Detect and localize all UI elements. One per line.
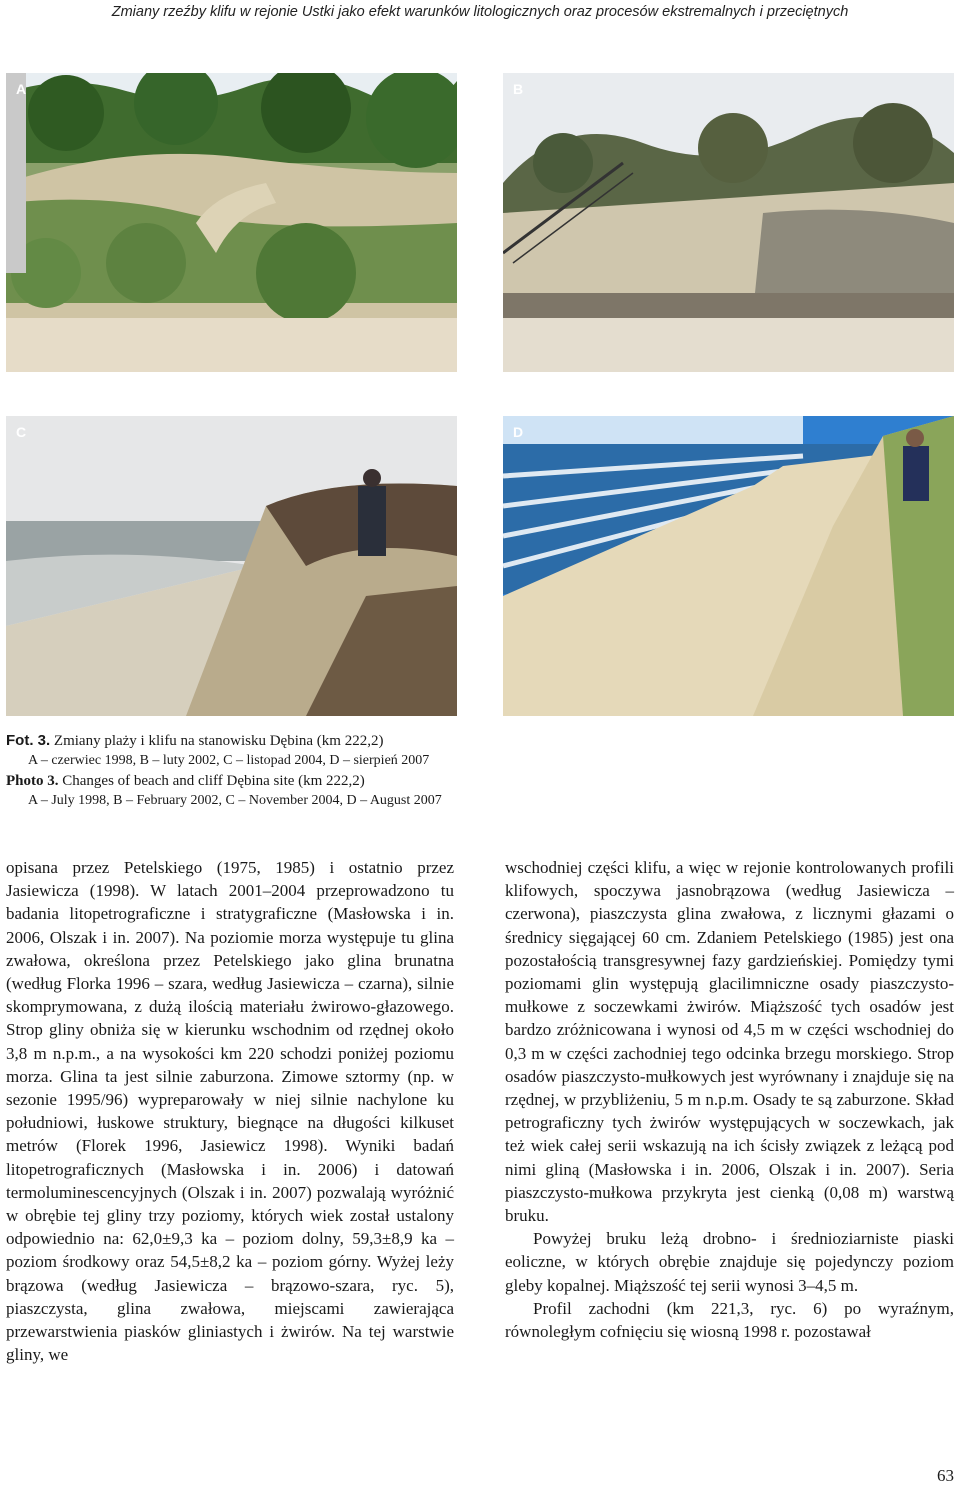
photo-b bbox=[503, 73, 954, 372]
paragraph: opisana przez Petelskiego (1975, 1985) i ostatnio przez Jasiewicza (1998). W latach 2001–2004 przeprowadzono tu badania litopetrograficzne i stratygraficzne (Masłowska i in. 2006, Olszak i in. 2007). Na poziomie morza występuje tu glina zwałowa, określona przez Petelskiego jako glina brunatna (według Florka 1996 – szara, według Jasiewicza – czarna), silnie skomprymowana, z dużą ilością materiału żwirowo-głazowego. Strop gliny obniża się w kierunku wschodnim od rzędnej około 3,8 m n.p.m., a na wysokości km 220 schodzi poniżej poziomu morza. Glina ta jest silnie zaburzona. Zimowe sztormy (np. w sezonie 1995/96) wypreparowały w niej silnie nachylone ku południowi, łuskowe struktury, biegnące na długości kilkuset metrów (Florek 1996, Jasiewicz 1998). Wyniki badań litopetrograficznych (Masłowska i in. 2006) i datowań termoluminescencyjnych (Olszak i in. 2007) pozwalają wyróżnić w obrębie tej gliny trzy poziomy, których wiek został ustalony odpowiednio na: 62,0±9,3 ka – poziom dolny, 59,3±8,9 ka – poziom środkowy oraz 54,5±8,2 ka – poziom górny. Wyżej leży brązowa (według Jasiewicza – brązowo-szara, ryc. 5), piaszczysta, glina zwałowa, miejscami zawierająca przewarstwienia piasków gliniastych i żwirów. Na tej warstwie gliny, we bbox=[6, 858, 454, 1365]
caption-pl-dates: A – czerwiec 1998, B – luty 2002, C – listopad 2004, D – sierpień 2007 bbox=[28, 753, 430, 768]
caption-pl-line bbox=[6, 731, 706, 751]
caption-en-line bbox=[6, 771, 706, 791]
paragraph: wschodniej części klifu, a więc w rejonie kontrolowanych profili klifowych, spoczywa jasnobrązowa (według Jasiewicza – czerwona), piaszczysta glina zwałowa, z licznymi głazami o średnicy sięgającej 60 cm. Zdaniem Petelskiego (1985) jest ona pozostałością transgresywnej fazy gardzieńskiej. Pomiędzy tymi poziomami glin występują glacilimniczne osady piaszczysto-mułkowe z soczewkami żwirów. Miąższość tych osadów jest bardzo zróżnicowana i wynosi od 4,5 m w części wschodniej do 0,3 m w części zachodniej tego odcinka brzegu morskiego. Strop osadów piaszczysto-mułkowych jest wyrównany i znajduje się na rzędnej, w przybliżeniu, 5 m n.p.m. Osady te są zaburzone. Skład petrograficzny tych żwirów występujących w soczewkach, jak też wiek całej serii wskazują na ich ścisły związek z leżącą pod nimi gliną (Masłowska i in. 2006, Olszak i in. 2007). Seria piaszczysto-mułkowa przykryta jest cienką (0,08 m) warstwą bruku. bbox=[505, 858, 954, 1226]
photo-c bbox=[6, 416, 457, 716]
photo-d bbox=[503, 416, 954, 716]
caption-pl-text: Zmiany plaży i klifu na stanowisku Dębina (km 222,2) bbox=[50, 733, 384, 749]
text-column-right bbox=[505, 856, 954, 1343]
caption-en-dates: A – July 1998, B – February 2002, C – November 2004, D – August 2007 bbox=[28, 793, 442, 808]
caption-pl-title: Fot. 3. bbox=[6, 732, 51, 749]
caption-en-text: Changes of beach and cliff Dębina site (km 222,2) bbox=[58, 773, 365, 789]
paragraph: Powyżej bruku leżą drobno- i średnioziarniste piaski eoliczne, w których obrębie znajduje się pojedynczy poziom gleby kopalnej. Miąższość tej serii wynosi 3–4,5 m. bbox=[505, 1229, 954, 1295]
photo-a bbox=[6, 73, 457, 372]
figure-caption bbox=[6, 731, 706, 811]
running-header: Zmiany rzeźby klifu w rejonie Ustki jako efekt warunków litologicznych oraz procesów ekstremalnych i przeciętnych bbox=[111, 4, 849, 20]
caption-en-title: Photo 3. bbox=[6, 773, 59, 789]
paragraph: Profil zachodni (km 221,3, ryc. 6) po wyraźnym, równoległym cofnięciu się wiosną 1998 r. pozostawał bbox=[505, 1298, 954, 1342]
photo-label: D bbox=[513, 424, 524, 440]
photo-label: C bbox=[16, 424, 27, 440]
page-number: 63 bbox=[937, 1466, 954, 1485]
photo-label: A bbox=[16, 81, 27, 97]
text-column-left bbox=[6, 856, 454, 1366]
photo-label: B bbox=[513, 81, 524, 97]
